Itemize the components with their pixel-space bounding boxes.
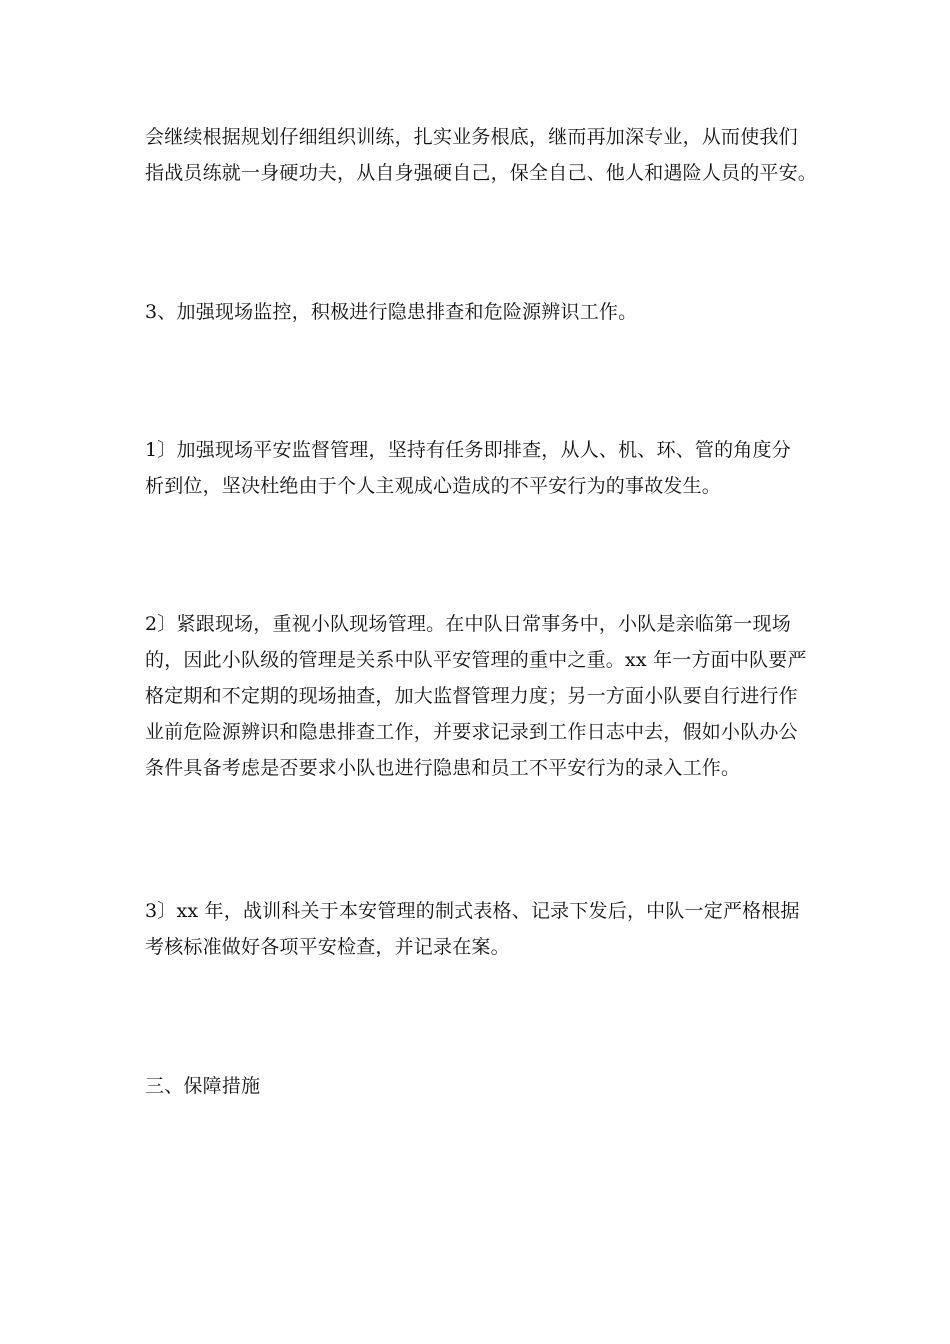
paragraph-item-3 <box>145 893 805 965</box>
text-line: 业前危险源辨识和隐患排查工作，并要求记录到工作日志中去，假如小队办公 <box>145 721 798 743</box>
text-line: 1〕加强现场平安监督管理，坚持有任务即排查，从人、机、环、管的角度分 <box>145 439 791 461</box>
text-line: 的，因此小队级的管理是关系中队平安管理的重中之重。xx 年一方面中队要严 <box>145 649 807 671</box>
paragraph-training <box>145 119 818 191</box>
text-line: 2〕紧跟现场，重视小队现场管理。在中队日常事务中，小队是亲临第一现场 <box>145 613 791 635</box>
text-line: 3、加强现场监控，积极进行隐患排查和危险源辨识工作。 <box>145 301 638 323</box>
text-line: 析到位，坚决杜绝由于个人主观成心造成的不平安行为的事故发生。 <box>145 475 722 497</box>
text-line: 3〕xx 年，战训科关于本安管理的制式表格、记录下发后，中队一定严格根据 <box>145 900 800 922</box>
text-line: 条件具备考虑是否要求小队也进行隐患和员工不平安行为的录入工作。 <box>145 757 741 779</box>
paragraph-heading-3 <box>145 294 805 330</box>
paragraph-item-2 <box>145 606 805 786</box>
paragraph-item-1 <box>145 432 805 504</box>
text-line: 三、保障措施 <box>145 1075 261 1097</box>
text-line: 格定期和不定期的现场抽查，加大监督管理力度；另一方面小队要自行进行作 <box>145 685 798 707</box>
text-line: 指战员练就一身硬功夫，从自身强硬自己，保全自己、他人和遇险人员的平安。 <box>145 162 818 184</box>
text-line: 考核标准做好各项平安检查，并记录在案。 <box>145 936 510 958</box>
text-line: 会继续根据规划仔细组织训练，扎实业务根底，继而再加深专业，从而使我们 <box>145 126 798 148</box>
section-heading-safeguards <box>145 1068 805 1104</box>
